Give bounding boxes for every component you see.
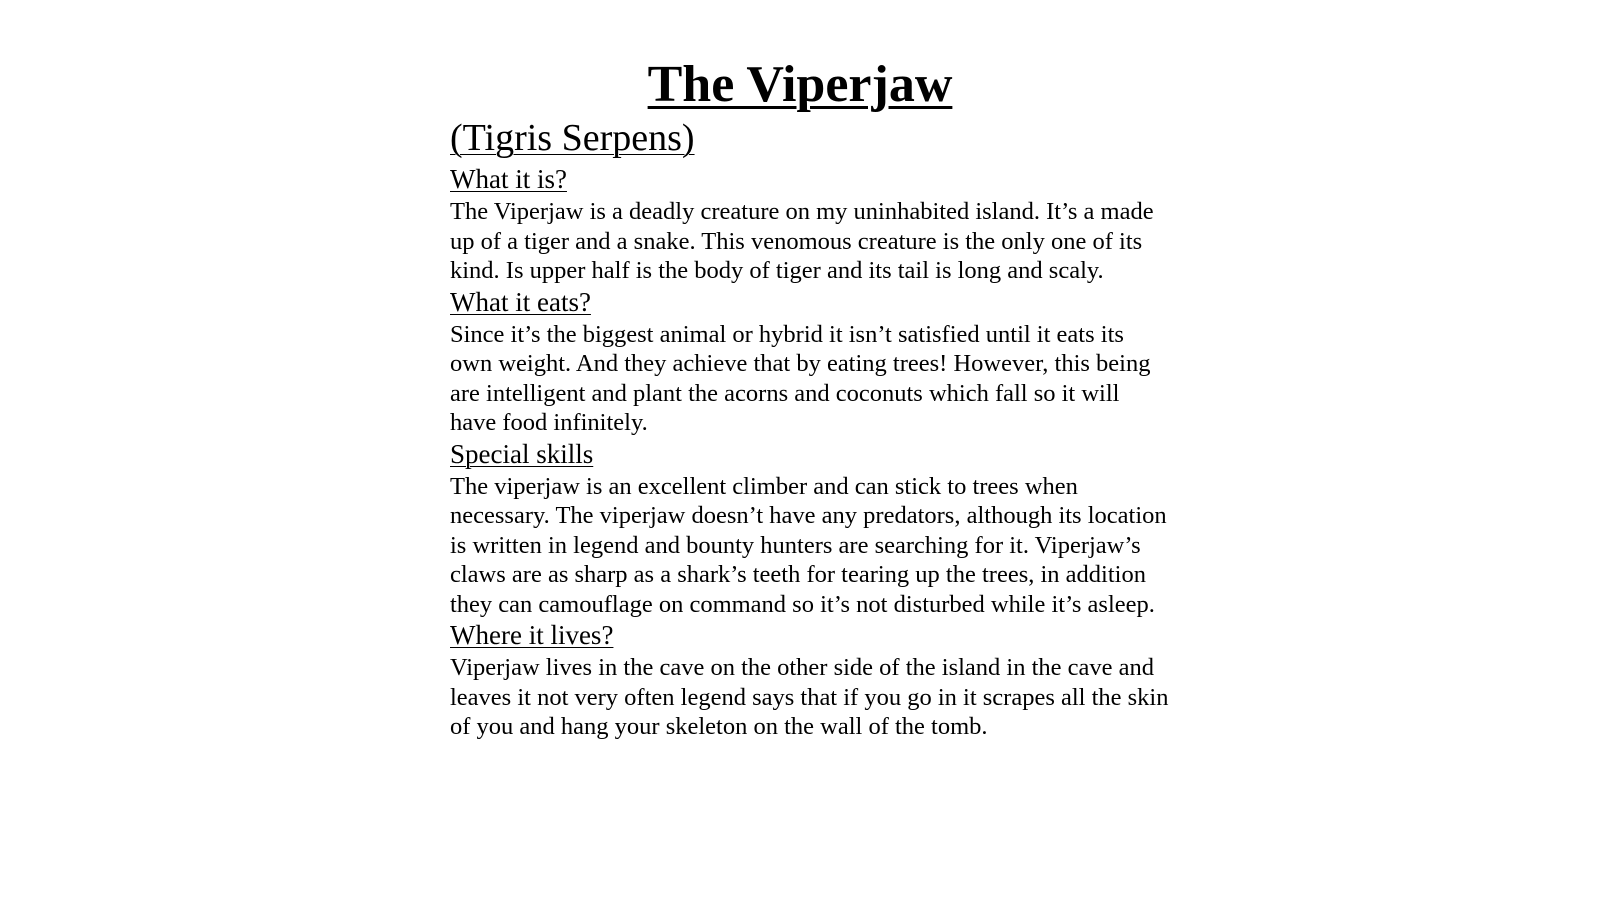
section-heading: What it eats? [450, 286, 591, 317]
section-body: The viperjaw is an excellent climber and can stick to trees when necessary. The viperjaw doesn’t have any predators, although its location is written in legend and bounty hunters are searching for it. Viperjaw’s claws are as sharp as a shark’s teeth for tearing up the trees, in addition they can camouflage on command so it’s not disturbed while it’s asleep. [450, 472, 1167, 618]
section-what-it-eats [450, 286, 1170, 438]
section-body: Since it’s the biggest animal or hybrid it isn’t satisfied until it eats its own weight. And they achieve that by eating trees! However, this being are intelligent and plant the acorns and coconuts which fall so it will have food infinitely. [450, 320, 1151, 436]
document-content [450, 113, 1170, 742]
section-special-skills [450, 438, 1170, 620]
section-body: The Viperjaw is a deadly creature on my uninhabited island. It’s a made up of a tiger and a snake. This venomous creature is the only one of its kind. Is upper half is the body of tiger and its tail is long and scaly. [450, 198, 1154, 284]
section-body: Viperjaw lives in the cave on the other side of the island in the cave and leaves it not very often legend says that if you go in it scrapes all the skin of you and hang your skeleton on the wall of the tomb. [450, 654, 1169, 740]
section-heading: Special skills [450, 438, 594, 469]
document-title: The Viperjaw [647, 56, 953, 113]
section-where-it-lives [450, 619, 1170, 742]
document-subtitle: (Tigris Serpens) [450, 117, 695, 159]
section-what-it-is [450, 163, 1170, 286]
section-heading: Where it lives? [450, 620, 614, 650]
section-heading: What it is? [450, 164, 567, 194]
